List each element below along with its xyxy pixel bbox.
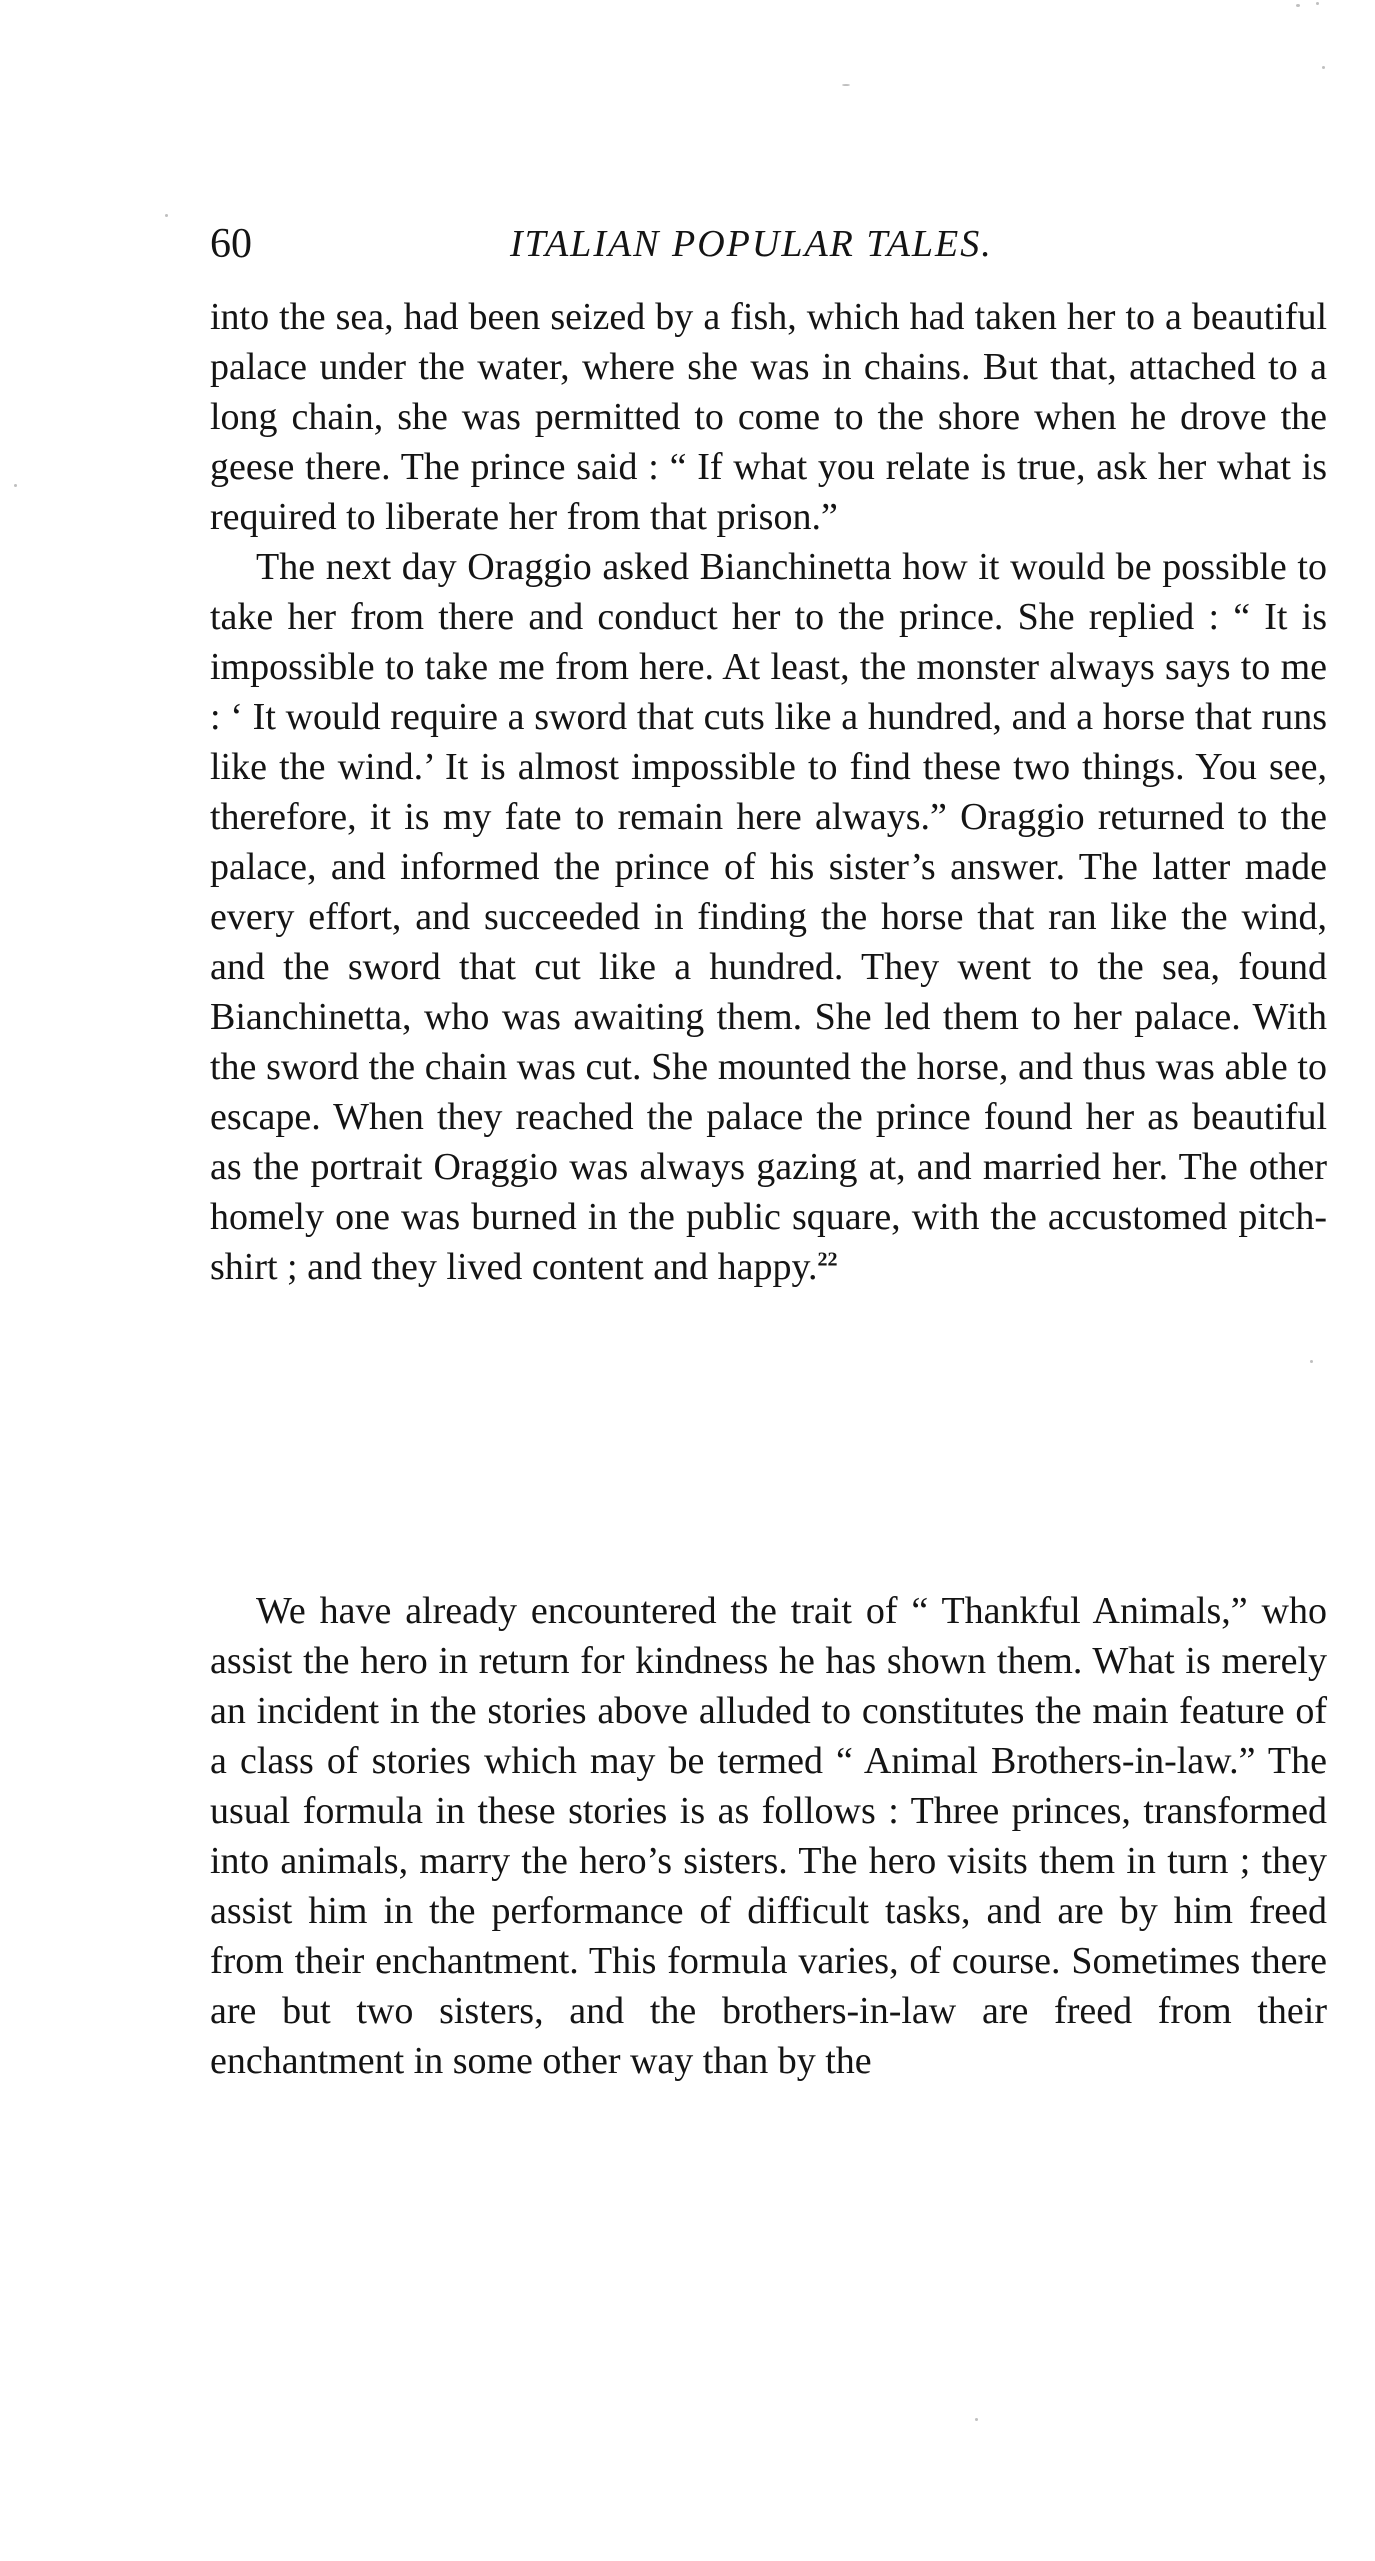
page-header [210,214,1327,274]
scan-speck [14,484,17,487]
scan-speck [975,2418,978,2421]
paragraph-oraggio [210,542,1327,1292]
scan-speck [1310,1360,1313,1363]
paragraph-animal-brothers: We have already encountered the trait of “ Thankful Animals,” who assist the hero in return for kindness he has shown them. What is merely an incident in the stories above alluded to constitutes the main feature of a class of stories which may be termed “ Animal Brothers-in-law.” The usual formula in these stories is as follows : Three princes, transformed into animals, marry the hero’s sisters. The hero visits them in turn ; they assist him in the performance of difficult tasks, and are by him freed from their enchantment. This formula varies, of course. Sometimes there are but two sisters, and the brothers-in-law are freed from their enchantment in some other way than by the [210,1590,1327,2082]
scan-speck [165,214,168,217]
page-number: 60 [210,221,252,267]
scan-speck [1296,4,1300,7]
scan-speck [842,84,850,86]
body-text-top [210,292,1327,1292]
footnote-reference: 22 [817,1248,838,1271]
scan-speck [1316,2,1319,5]
body-text-bottom [210,1586,1327,2086]
paragraph-continued: into the sea, had been seized by a fish, which had taken her to a beautiful palace under the water, where she was in chains. But that, attached to a long chain, she was permitted to come to the shore when he drove the geese there. The prince said : “ If what you relate is true, ask her what is required to liberate her from that prison.” [210,296,1327,538]
paragraph-oraggio-text: The next day Oraggio asked Bianchinetta how it would be possible to take her from there and conduct her to the prince. She replied : “ It is impossible to take me from here. At least, the monster always says to me : ‘ It would require a sword that cuts like a hundred, and a horse that runs like the wind.’ It is almost impossible to find these two things. You see, therefore, it is my fate to remain here always.” Oraggio returned to the palace, and informed the prince of his sister’s answer. The latter made every effort, and succeeded in finding the horse that ran like the wind, and the sword that cut like a hundred. They went to the sea, found Bianchinetta, who was awaiting them. She led them to her palace. With the sword the chain was cut. She mounted the horse, and thus was able to escape. When they reached the palace the prince found her as beautiful as the portrait Oraggio was always gazing at, and married her. The other homely one was burned in the public square, with the accustomed pitch-shirt ; and they lived content and happy. [210,546,1327,1288]
scan-speck [1322,66,1325,69]
running-title: ITALIAN POPULAR TALES. [510,223,993,265]
